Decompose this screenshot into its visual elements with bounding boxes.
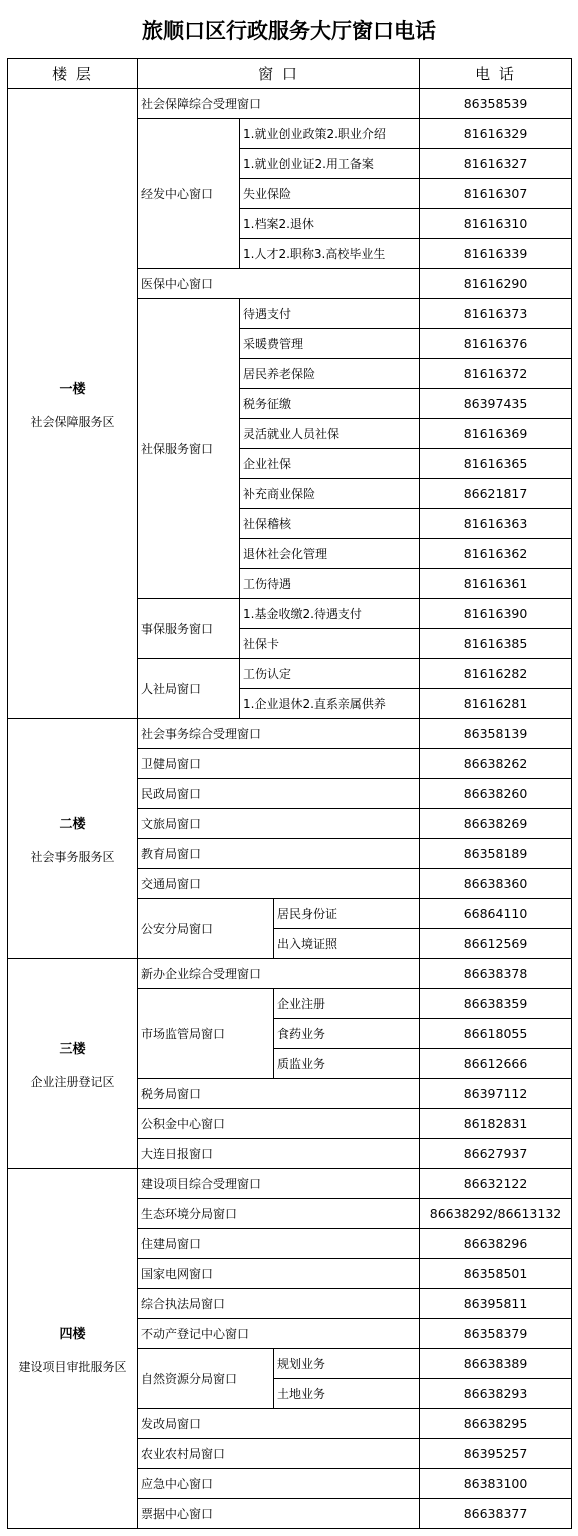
- floor-zone: 建设项目审批服务区: [18, 1359, 127, 1374]
- sub-window: 企业注册: [274, 989, 420, 1019]
- phone-number: 86638269: [420, 809, 572, 839]
- sub-window: 企业社保: [240, 449, 420, 479]
- window-name: 国家电网窗口: [138, 1259, 420, 1289]
- window-name: 住建局窗口: [138, 1229, 420, 1259]
- floor-name: 四楼: [59, 1326, 86, 1342]
- phone-number: 81616307: [420, 179, 572, 209]
- phone-number: 81616376: [420, 329, 572, 359]
- floor-name: 三楼: [59, 1041, 86, 1057]
- floor-cell: [8, 89, 138, 719]
- phone-number: 86358539: [420, 89, 572, 119]
- phone-number: 86638377: [420, 1499, 572, 1529]
- sub-window: 待遇支付: [240, 299, 420, 329]
- phone-number: 86638378: [420, 959, 572, 989]
- phone-number: 81616372: [420, 359, 572, 389]
- sub-window: 采暖费管理: [240, 329, 420, 359]
- header-window: 窗 口: [138, 59, 420, 89]
- sub-window: 社保稽核: [240, 509, 420, 539]
- floor-cell: [8, 959, 138, 1169]
- phone-number: 86638262: [420, 749, 572, 779]
- window-name: 票据中心窗口: [138, 1499, 420, 1529]
- phone-number: 81616281: [420, 689, 572, 719]
- floor-zone: 社会保障服务区: [30, 414, 115, 429]
- sub-window: 1.就业创业政策2.职业介绍: [240, 119, 420, 149]
- floor-name: 一楼: [59, 381, 86, 397]
- phone-number: 86638260: [420, 779, 572, 809]
- sub-window: 食药业务: [274, 1019, 420, 1049]
- phone-number: 81616363: [420, 509, 572, 539]
- window-name: 生态环境分局窗口: [138, 1199, 420, 1229]
- window-name: 市场监管局窗口: [138, 989, 274, 1079]
- phone-number: 86395257: [420, 1439, 572, 1469]
- window-name: 医保中心窗口: [138, 269, 420, 299]
- window-name: 交通局窗口: [138, 869, 420, 899]
- phone-number: 66864110: [420, 899, 572, 929]
- phone-number: 81616327: [420, 149, 572, 179]
- phone-number: 86612569: [420, 929, 572, 959]
- sub-window: 社保卡: [240, 629, 420, 659]
- floor-zone: 企业注册登记区: [30, 1074, 115, 1089]
- header-floor: 楼 层: [8, 59, 138, 89]
- sub-window: 失业保险: [240, 179, 420, 209]
- phone-number: 81616290: [420, 269, 572, 299]
- window-name: 发改局窗口: [138, 1409, 420, 1439]
- page-title: 旅顺口区行政服务大厅窗口电话: [142, 19, 436, 43]
- window-name: 应急中心窗口: [138, 1469, 420, 1499]
- sub-window: 补充商业保险: [240, 479, 420, 509]
- window-name: 社会保障综合受理窗口: [138, 89, 420, 119]
- sub-window: 退休社会化管理: [240, 539, 420, 569]
- phone-number: 86621817: [420, 479, 572, 509]
- phone-number: 81616339: [420, 239, 572, 269]
- window-name: 公积金中心窗口: [138, 1109, 420, 1139]
- sub-window: 1.人才2.职称3.高校毕业生: [240, 239, 420, 269]
- phone-number: 81616390: [420, 599, 572, 629]
- window-name: 税务局窗口: [138, 1079, 420, 1109]
- phone-number: 86182831: [420, 1109, 572, 1139]
- floor-zone: 社会事务服务区: [30, 849, 115, 864]
- sub-window: 质监业务: [274, 1049, 420, 1079]
- phone-number: 81616361: [420, 569, 572, 599]
- window-name: 不动产登记中心窗口: [138, 1319, 420, 1349]
- phone-number: 86383100: [420, 1469, 572, 1499]
- phone-number: 86638293: [420, 1379, 572, 1409]
- phone-number: 81616362: [420, 539, 572, 569]
- window-name: 农业农村局窗口: [138, 1439, 420, 1469]
- window-name: 大连日报窗口: [138, 1139, 420, 1169]
- sub-window: 税务征缴: [240, 389, 420, 419]
- window-name: 事保服务窗口: [138, 599, 240, 659]
- phone-number: 86638292/86613132: [420, 1199, 572, 1229]
- window-name: 新办企业综合受理窗口: [138, 959, 420, 989]
- sub-window: 规划业务: [274, 1349, 420, 1379]
- sub-window: 出入境证照: [274, 929, 420, 959]
- phone-number: 81616329: [420, 119, 572, 149]
- window-name: 综合执法局窗口: [138, 1289, 420, 1319]
- sub-window: 工伤待遇: [240, 569, 420, 599]
- window-name: 公安分局窗口: [138, 899, 274, 959]
- window-name: 卫健局窗口: [138, 749, 420, 779]
- phone-number: 86358139: [420, 719, 572, 749]
- table-row: [8, 1169, 572, 1199]
- sub-window: 工伤认定: [240, 659, 420, 689]
- sub-window: 1.基金收缴2.待遇支付: [240, 599, 420, 629]
- floor-name: 二楼: [59, 816, 86, 832]
- floor-cell: [8, 719, 138, 959]
- phone-number: 81616310: [420, 209, 572, 239]
- window-name: 社保服务窗口: [138, 299, 240, 599]
- window-name: 人社局窗口: [138, 659, 240, 719]
- sub-window: 居民养老保险: [240, 359, 420, 389]
- header-phone: 电 话: [420, 59, 572, 89]
- phone-number: 81616373: [420, 299, 572, 329]
- sub-window: 灵活就业人员社保: [240, 419, 420, 449]
- phone-number: 86612666: [420, 1049, 572, 1079]
- sub-window: 1.企业退休2.直系亲属供养: [240, 689, 420, 719]
- phone-number: 86638359: [420, 989, 572, 1019]
- window-name: 经发中心窗口: [138, 119, 240, 269]
- table-header-row: [8, 59, 572, 89]
- phone-number: 86397435: [420, 389, 572, 419]
- phone-directory-table: [7, 58, 572, 1529]
- sub-window: 居民身份证: [274, 899, 420, 929]
- window-name: 文旅局窗口: [138, 809, 420, 839]
- phone-number: 81616365: [420, 449, 572, 479]
- phone-number: 81616385: [420, 629, 572, 659]
- phone-number: 86638360: [420, 869, 572, 899]
- phone-number: 86638296: [420, 1229, 572, 1259]
- phone-number: 86632122: [420, 1169, 572, 1199]
- window-name: 建设项目综合受理窗口: [138, 1169, 420, 1199]
- phone-number: 86397112: [420, 1079, 572, 1109]
- sub-window: 土地业务: [274, 1379, 420, 1409]
- phone-number: 81616369: [420, 419, 572, 449]
- phone-number: 86358501: [420, 1259, 572, 1289]
- sub-window: 1.就业创业证2.用工备案: [240, 149, 420, 179]
- table-row: [8, 89, 572, 119]
- phone-number: 81616282: [420, 659, 572, 689]
- table-row: [8, 719, 572, 749]
- phone-number: 86638295: [420, 1409, 572, 1439]
- window-name: 教育局窗口: [138, 839, 420, 869]
- phone-number: 86395811: [420, 1289, 572, 1319]
- phone-number: 86358379: [420, 1319, 572, 1349]
- phone-number: 86358189: [420, 839, 572, 869]
- sub-window: 1.档案2.退休: [240, 209, 420, 239]
- window-name: 社会事务综合受理窗口: [138, 719, 420, 749]
- window-name: 民政局窗口: [138, 779, 420, 809]
- phone-number: 86627937: [420, 1139, 572, 1169]
- phone-number: 86638389: [420, 1349, 572, 1379]
- phone-number: 86618055: [420, 1019, 572, 1049]
- table-row: [8, 959, 572, 989]
- floor-cell: [8, 1169, 138, 1529]
- window-name: 自然资源分局窗口: [138, 1349, 274, 1409]
